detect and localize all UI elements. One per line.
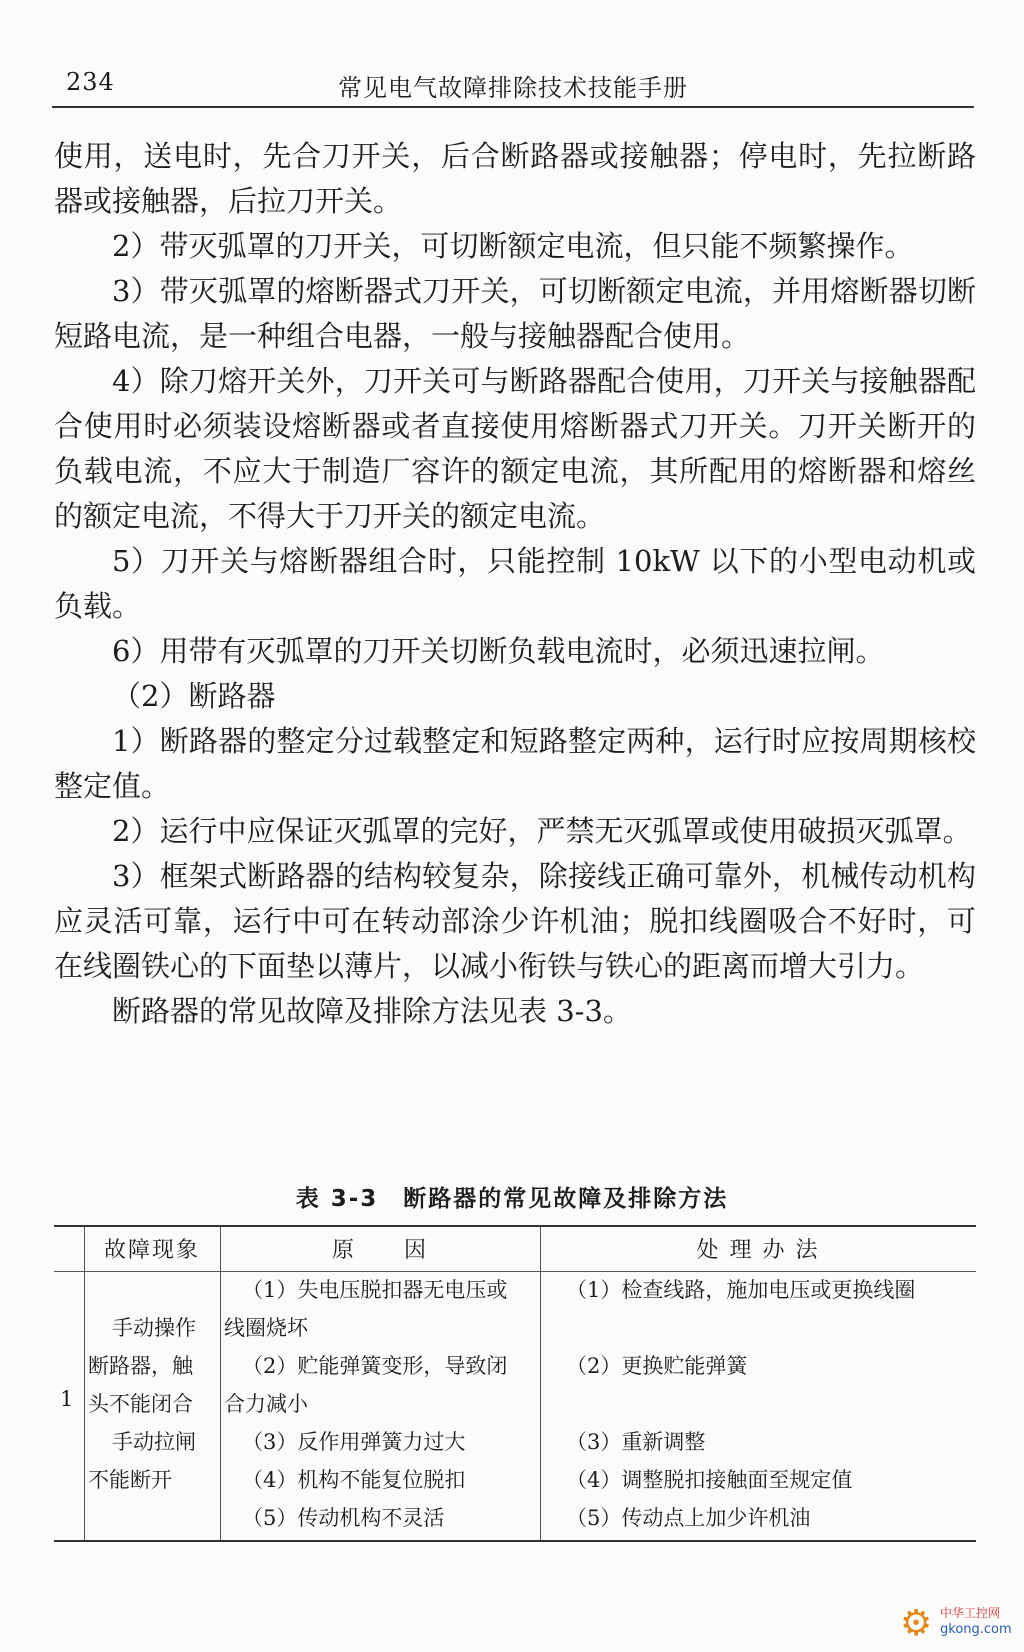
page-number: 234 <box>66 68 115 96</box>
cause-line: 线圈烧坏 <box>224 1316 308 1340</box>
header-phenomenon: 故障现象 <box>103 1238 200 1263</box>
table-divider <box>540 1227 541 1540</box>
phenomenon-line: 断路器，触 <box>88 1354 193 1378</box>
paragraph: 5）刀开关与熔断器组合时，只能控制 10kW 以下的小型电动机或负载。 <box>54 544 976 623</box>
table-caption: 表 3-3 断路器的常见故障及排除方法 <box>295 1186 729 1212</box>
table-divider <box>220 1227 221 1540</box>
paragraph: 2）运行中应保证灭弧罩的完好，严禁无灭弧罩或使用破损灭弧罩。 <box>112 814 972 848</box>
cause-line: （4）机构不能复位脱扣 <box>242 1468 466 1492</box>
remedy-line <box>544 1385 972 1423</box>
gear-icon: ⚙ <box>900 1603 933 1644</box>
paragraph: 断路器的常见故障及排除方法见表 3-3。 <box>112 994 632 1028</box>
paragraph: 4）除刀熔开关外，刀开关可与断路器配合使用，刀开关与接触器配合使用时必须装设熔断器或者直接使用熔断器式刀开关。刀开关断开的负载电流，不应大于制造厂容许的额定电流，其所配用的熔断器和熔丝的额定电流，不得大于刀开关的额定电流。 <box>54 364 976 533</box>
phenomenon-line: 不能断开 <box>88 1468 172 1492</box>
remedy-line: （5）传动点上加少许机油 <box>566 1506 811 1530</box>
remedy-cell <box>544 1271 972 1537</box>
paragraph: 1）断路器的整定分过载整定和短路整定两种，运行时应按周期核校整定值。 <box>54 724 976 803</box>
fault-table <box>54 1225 976 1542</box>
remedy-line: （3）重新调整 <box>566 1430 706 1454</box>
phenomenon-line: 手动拉闸 <box>112 1430 196 1454</box>
body-text <box>54 134 976 1034</box>
paragraph: 3）框架式断路器的结构较复杂，除接线正确可靠外，机械传动机构应灵活可靠，运行中可在转动部涂少许机油；脱扣线圈吸合不好时，可在线圈铁心的下面垫以薄片，以减小衔铁与铁心的距离而增大引力。 <box>54 859 976 983</box>
page-header <box>52 64 974 108</box>
paragraph: 3）带灭弧罩的熔断器式刀开关，可切断额定电流，并用熔断器切断短路电流，是一种组合电器，一般与接触器配合使用。 <box>54 274 976 353</box>
phenomenon-line: 手动操作 <box>112 1316 196 1340</box>
remedy-line: （1）检查线路，施加电压或更换线圈 <box>566 1278 916 1302</box>
cause-cell <box>224 1271 536 1537</box>
row-number: 1 <box>60 1387 74 1411</box>
section-heading: （2）断路器 <box>112 679 276 713</box>
watermark-logo <box>900 1600 1020 1650</box>
paragraph: 使用，送电时，先合刀开关，后合断路器或接触器；停电时，先拉断路器或接触器，后拉刀开关。 <box>54 139 976 218</box>
cause-line: （3）反作用弹簧力过大 <box>242 1430 466 1454</box>
remedy-line: （2）更换贮能弹簧 <box>566 1354 748 1378</box>
header-remedy: 处 理 办 法 <box>696 1238 820 1263</box>
phenomenon-line: 头不能闭合 <box>88 1392 193 1416</box>
phenomenon-cell <box>88 1271 218 1499</box>
cause-line: （2）贮能弹簧变形，导致闭 <box>242 1354 508 1378</box>
watermark-url: gkong.com <box>940 1622 1012 1637</box>
remedy-line <box>544 1309 972 1347</box>
cause-line: 合力减小 <box>224 1392 308 1416</box>
remedy-line: （4）调整脱扣接触面至规定值 <box>566 1468 853 1492</box>
paragraph: 6）用带有灭弧罩的刀开关切断负载电流时，必须迅速拉闸。 <box>112 634 885 668</box>
table-divider <box>84 1227 85 1540</box>
watermark-name: 中华工控网 <box>940 1606 1001 1620</box>
paragraph: 2）带灭弧罩的刀开关，可切断额定电流，但只能不频繁操作。 <box>112 229 914 263</box>
cause-line: （5）传动机构不灵活 <box>242 1506 445 1530</box>
book-title: 常见电气故障排除技术技能手册 <box>338 74 688 102</box>
header-cause: 原 因 <box>331 1238 428 1263</box>
cause-line: （1）失电压脱扣器无电压或 <box>242 1278 508 1302</box>
